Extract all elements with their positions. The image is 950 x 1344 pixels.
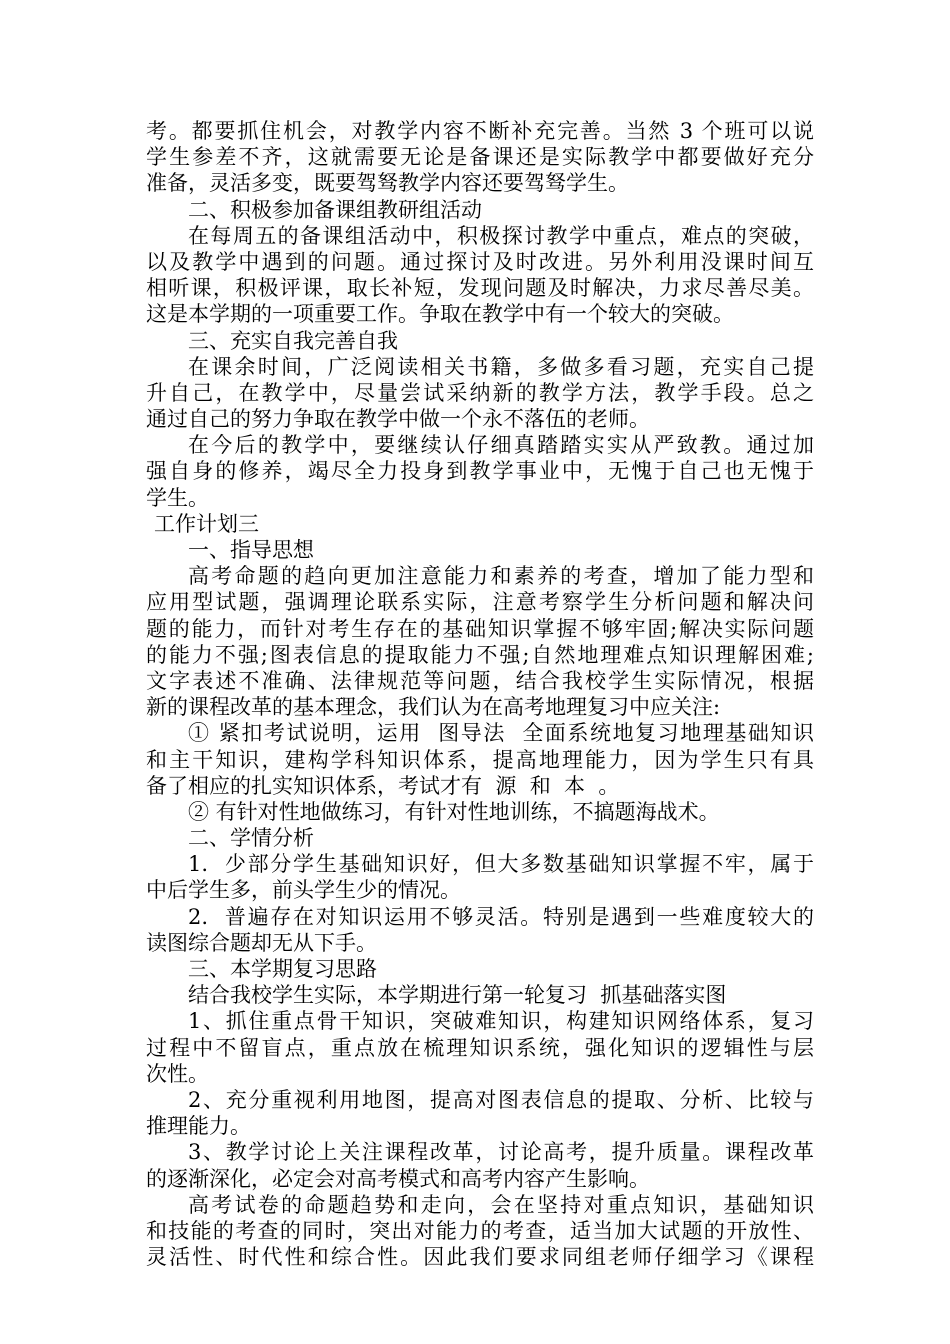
text-line: 应用型试题，强调理论联系实际，注意考察学生分析问题和解决问 xyxy=(146,590,814,615)
text-line: 2. 普遍存在对知识运用不够灵活。特别是遇到一些难度较大的 xyxy=(188,904,814,929)
text-line: 结合我校学生实际，本学期进行第一轮复习 抓基础落实图 xyxy=(188,983,727,1008)
text-line: 题的能力，而针对考生存在的基础知识掌握不够牢固;解决实际问题 xyxy=(146,616,814,641)
text-line: 灵活性、时代性和综合性。因此我们要求同组老师仔细学习《课程 xyxy=(146,1245,814,1270)
text-line: 在今后的教学中，要继续认仔细真踏踏实实从严致教。通过加 xyxy=(188,433,814,458)
text-line: 二、学情分析 xyxy=(188,826,314,851)
text-line: 强自身的修养，竭尽全力投身到教学事业中，无愧于自己也无愧于 xyxy=(146,459,814,484)
text-line: 一、指导思想 xyxy=(188,538,314,562)
text-line: 和主干知识，建构学科知识体系，提高地理能力，因为学生只有具 xyxy=(146,747,814,772)
text-line: 的逐渐深化，必定会对高考模式和高考内容产生影响。 xyxy=(146,1166,650,1191)
text-line: 新的课程改革的基本理念，我们认为在高考地理复习中应关注: xyxy=(146,695,721,720)
text-line: 学生参差不齐，这就需要无论是备课还是实际教学中都要做好充分 xyxy=(146,145,814,170)
text-line: 升自己，在教学中，尽量尝试采纳新的教学方法，教学手段。总之 xyxy=(146,380,814,405)
text-line: 过程中不留盲点，重点放在梳理知识系统，强化知识的逻辑性与层 xyxy=(146,1035,814,1060)
text-line: 2、充分重视利用地图，提高对图表信息的提取、分析、比较与 xyxy=(188,1087,814,1112)
text-line: 推理能力。 xyxy=(146,1114,251,1139)
text-line: 1、抓住重点骨干知识，突破难知识，构建知识网络体系，复习 xyxy=(188,1009,814,1034)
text-line: 以及教学中遇到的问题。通过探讨及时改进。另外利用没课时间互 xyxy=(146,249,814,274)
text-line: 准备，灵活多变，既要驾驽教学内容还要驾驽学生。 xyxy=(146,171,629,196)
text-line: 1. 少部分学生基础知识好，但大多数基础知识掌握不牢，属于 xyxy=(188,852,814,877)
text-line: 次性。 xyxy=(146,1061,209,1086)
text-line: 相听课，积极评课，取长补短，发现问题及时解决，力求尽善尽美。 xyxy=(146,276,814,301)
text-line: 在每周五的备课组活动中，积极探讨教学中重点，难点的突破， xyxy=(188,223,814,248)
text-line: 二、积极参加备课组教研组活动 xyxy=(188,197,482,222)
text-line: 通过自己的努力争取在教学中做一个永不落伍的老师。 xyxy=(146,407,650,432)
text-line: 文字表述不准确、法律规范等问题，结合我校学生实际情况，根据 xyxy=(146,668,814,693)
text-line: 和技能的考查的同时，突出对能力的考查，适当加大试题的开放性、 xyxy=(146,1218,814,1243)
text-line: 高考命题的趋向更加注意能力和素养的考查，增加了能力型和 xyxy=(188,564,814,589)
text-line: 3、教学讨论上关注课程改革，讨论高考，提升质量。课程改革 xyxy=(188,1140,814,1165)
text-line: 高考试卷的命题趋势和走向，会在坚持对重点知识，基础知识 xyxy=(188,1192,814,1217)
text-line: 读图综合题却无从下手。 xyxy=(146,930,377,955)
text-line: 这是本学期的一项重要工作。争取在教学中有一个较大的突破。 xyxy=(146,302,734,327)
text-line: 三、充实自我完善自我 xyxy=(188,328,398,353)
text-line: 在课余时间，广泛阅读相关书籍，多做多看习题，充实自己提 xyxy=(188,354,814,379)
text-line: 的能力不强;图表信息的提取能力不强;自然地理难点知识理解困难; xyxy=(146,642,814,667)
text-line: ② 有针对性地做练习，有针对性地训练，不搞题海战术。 xyxy=(188,799,720,824)
text-line: 学生。 xyxy=(146,485,209,510)
text-line: 备了相应的扎实知识体系，考试才有 源 和 本 。 xyxy=(146,773,620,798)
text-line: ① 紧扣考试说明，运用 图导法 全面系统地复习地理基础知识 xyxy=(188,721,814,746)
text-line: 中后学生多，前头学生少的情况。 xyxy=(146,878,461,903)
section-title: 工作计划三 xyxy=(154,511,259,536)
text-line: 三、本学期复习思路 xyxy=(188,957,377,981)
text-line: 考。都要抓住机会，对教学内容不断补充完善。当然 3 个班可以说 xyxy=(146,119,814,143)
document-body xyxy=(146,118,814,1270)
